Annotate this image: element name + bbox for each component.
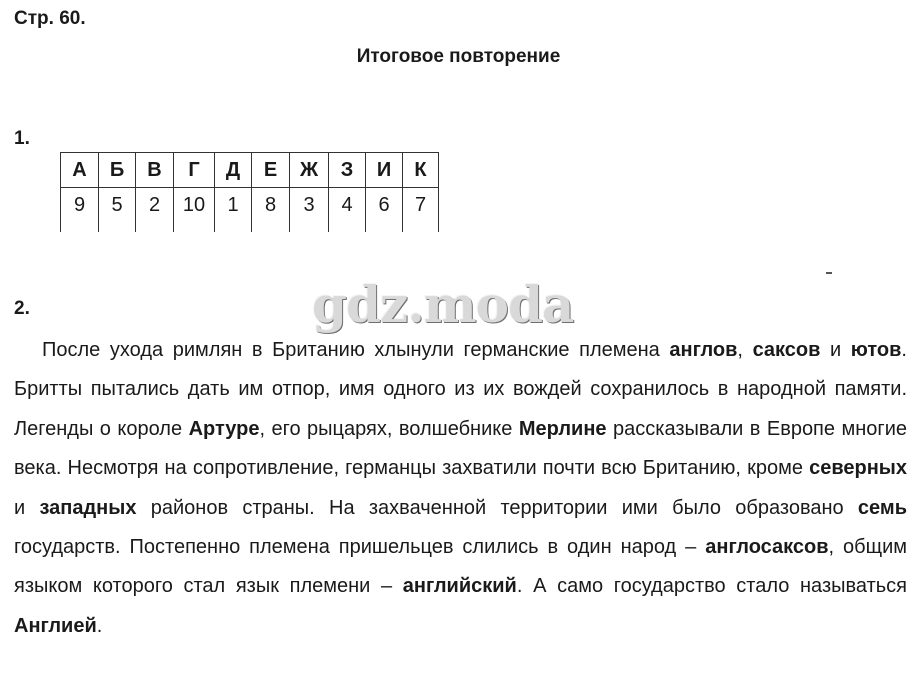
table-cell-letter: К xyxy=(403,153,439,188)
answer-term: западных xyxy=(39,496,137,519)
table-cell-letter: Г xyxy=(174,153,215,188)
table-cell-number: 4 xyxy=(329,188,366,233)
answer-term: семь xyxy=(857,496,907,519)
table-cell-letter: Б xyxy=(99,153,136,188)
text-segment: районов страны. На захваченной территории ими было образовано xyxy=(136,496,858,519)
answer-table-numbers-row xyxy=(61,188,439,233)
table-cell-number: 6 xyxy=(366,188,403,233)
text-segment: и xyxy=(820,339,851,361)
task-1-number: 1. xyxy=(14,128,30,149)
table-cell-letter: Е xyxy=(252,153,290,188)
answer-table-letters-row xyxy=(61,153,439,188)
text-segment: . А само государство стало называться xyxy=(516,575,907,598)
page-label: Стр. 60. xyxy=(14,8,86,29)
text-segment: После ухода римлян в Британию хлынули германские племена xyxy=(42,339,670,361)
answer-term: Англией xyxy=(14,614,97,637)
table-cell-number: 8 xyxy=(252,188,290,233)
table-cell-letter: В xyxy=(136,153,174,188)
table-cell-letter: З xyxy=(329,153,366,188)
text-segment: , xyxy=(737,339,753,361)
task-2-number: 2. xyxy=(14,298,30,319)
text-segment: рассказывали в Европе многие века. Несмотря на сопротивление, германцы захватили почти всю Британию, кроме xyxy=(14,417,907,480)
section-title: Итоговое повторение xyxy=(356,46,561,67)
stray-mark xyxy=(826,272,832,274)
table-cell-number: 2 xyxy=(136,188,174,233)
answer-term: Артуре xyxy=(188,417,260,440)
table-cell-number: 3 xyxy=(290,188,329,233)
table-cell-letter: А xyxy=(61,153,99,188)
table-cell-number: 9 xyxy=(61,188,99,233)
answer-term: англосаксов xyxy=(705,536,829,559)
text-segment: . Бритты пытались дать им отпор, имя одного из их вождей сохранилось в народной памяти. Легенды о короле xyxy=(14,339,907,440)
table-cell-number: 7 xyxy=(403,188,439,233)
answer-table xyxy=(60,152,439,232)
answer-term: ютов xyxy=(850,339,902,361)
text-segment: . xyxy=(96,614,103,637)
table-cell-letter: Д xyxy=(215,153,252,188)
text-segment: , общим языком которого стал язык племени – xyxy=(14,536,908,598)
answer-term: Мерлине xyxy=(518,417,607,440)
table-cell-letter: И xyxy=(366,153,403,188)
answer-paragraph xyxy=(14,331,907,646)
table-cell-number: 5 xyxy=(99,188,136,233)
answer-term: саксов xyxy=(752,339,821,361)
text-segment: государств. Постепенно племена пришельцев слились в один народ – xyxy=(14,536,706,559)
watermark-logo: gdz.moda xyxy=(312,275,574,334)
answer-term: англов xyxy=(669,339,738,361)
table-cell-number: 1 xyxy=(215,188,252,233)
answer-term: английский xyxy=(402,575,517,598)
text-segment: и xyxy=(14,496,40,519)
answer-term: северных xyxy=(809,457,907,480)
text-segment: , его рыцарях, волшебнике xyxy=(259,417,519,440)
table-cell-number: 10 xyxy=(174,188,215,233)
table-cell-letter: Ж xyxy=(290,153,329,188)
